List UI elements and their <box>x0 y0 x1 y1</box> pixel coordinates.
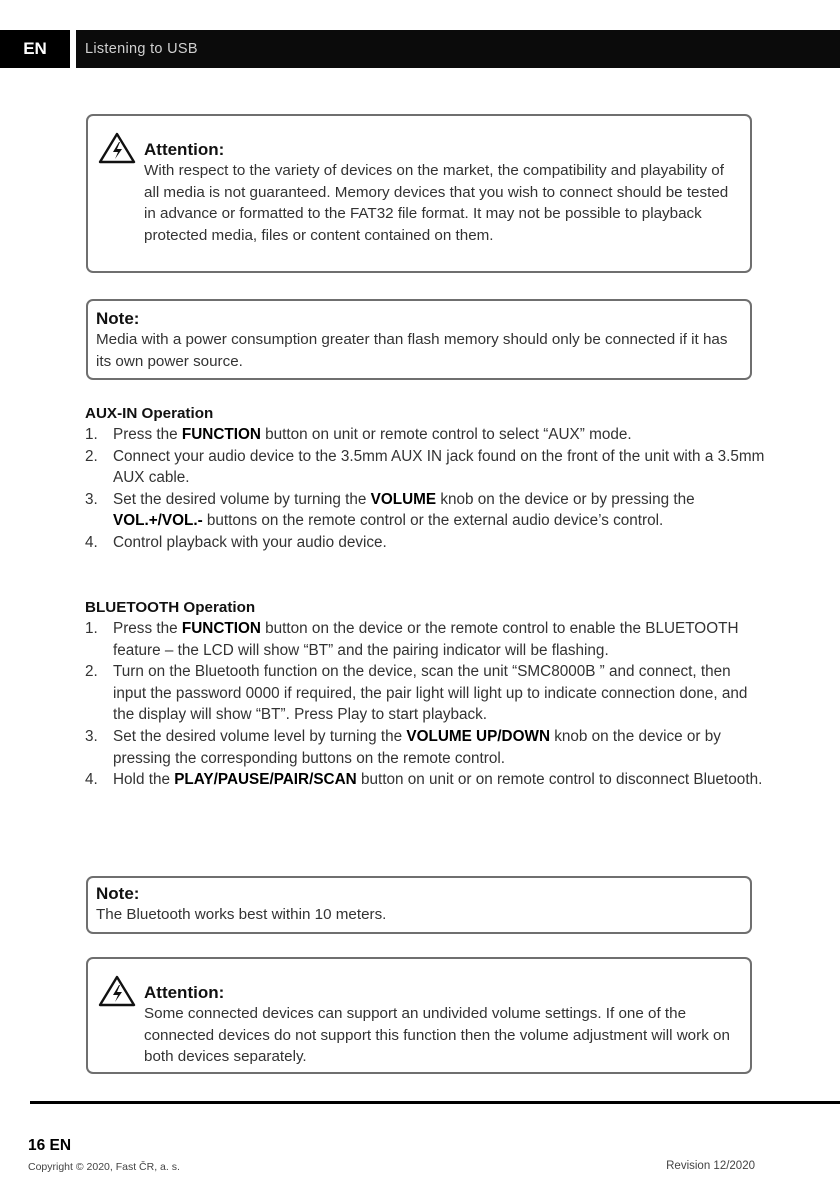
copyright-text: Copyright © 2020, Fast ČR, a. s. <box>28 1161 180 1173</box>
attention-title: Attention: <box>144 140 225 159</box>
section-title: Listening to USB <box>85 41 198 57</box>
bluetooth-steps <box>85 618 765 791</box>
page-header <box>0 30 840 68</box>
attention-text: Some connected devices can support an undivided volume settings. If one of the connected devices do not support this function then the volume adjustment will work on both devices separately. <box>144 1005 730 1065</box>
list-item: 3. Set the desired volume by turning the VOLUME knob on the device or by pressing the VOL.+/VOL.- buttons on the remote control or the external audio device’s control. <box>85 490 695 530</box>
revision-text: Revision 12/2020 <box>666 1160 755 1172</box>
bluetooth-heading: BLUETOOTH Operation <box>85 599 256 616</box>
list-item: 1. Press the FUNCTION button on unit or remote control to select “AUX” mode. <box>85 426 632 443</box>
attention-box-compatibility <box>86 114 752 273</box>
note-title: Note: <box>96 884 140 903</box>
footer-divider <box>30 1101 840 1104</box>
attention-text: With respect to the variety of devices on the market, the compatibility and playability of all media is not guaranteed. Memory devices that you wish to connect should be tested in advance or formatted to the FAT32 file format. It may not be possible to playback protected media, files or content contained on them. <box>144 162 729 244</box>
warning-icon <box>98 975 136 1012</box>
aux-in-steps <box>85 424 765 554</box>
note-text: The Bluetooth works best within 10 meters. <box>96 906 387 923</box>
list-item: 1. Press the FUNCTION button on the device or the remote control to enable the BLUETOOTH feature – the LCD will show “BT” and the pairing indicator will be flashing. <box>85 620 739 659</box>
bluetooth-section <box>85 599 765 791</box>
aux-in-heading: AUX-IN Operation <box>85 405 214 422</box>
page-number: 16 EN <box>28 1137 72 1154</box>
list-item: 3. Set the desired volume level by turning the VOLUME UP/DOWN knob on the device or by pressing the corresponding buttons on the remote control. <box>85 727 721 767</box>
note-text: Media with a power consumption greater than flash memory should only be connected if it has its own power source. <box>96 331 728 370</box>
list-item: 4. Control playback with your audio device. <box>85 533 387 551</box>
list-item: 2. Turn on the Bluetooth function on the device, scan the unit “SMC8000B ” and connect, then input the password 0000 if required, the pair light will light up to indicate connection done, and the display will show “BT”. Press Play to start playback. <box>85 663 748 724</box>
list-item: 2. Connect your audio device to the 3.5mm AUX IN jack found on the front of the unit with a 3.5mm AUX cable. <box>85 447 765 487</box>
aux-in-section <box>85 405 765 554</box>
note-box-power <box>86 299 752 380</box>
attention-title: Attention: <box>144 983 225 1002</box>
language-tab: EN <box>0 30 70 68</box>
attention-box-volume <box>86 957 752 1074</box>
warning-icon <box>98 132 136 169</box>
header-separator <box>70 30 76 68</box>
list-item: 4. Hold the PLAY/PAUSE/PAIR/SCAN button on unit or on remote control to disconnect Bluetooth. <box>85 771 763 789</box>
note-title: Note: <box>96 309 140 328</box>
note-box-bluetooth-range <box>86 876 752 934</box>
